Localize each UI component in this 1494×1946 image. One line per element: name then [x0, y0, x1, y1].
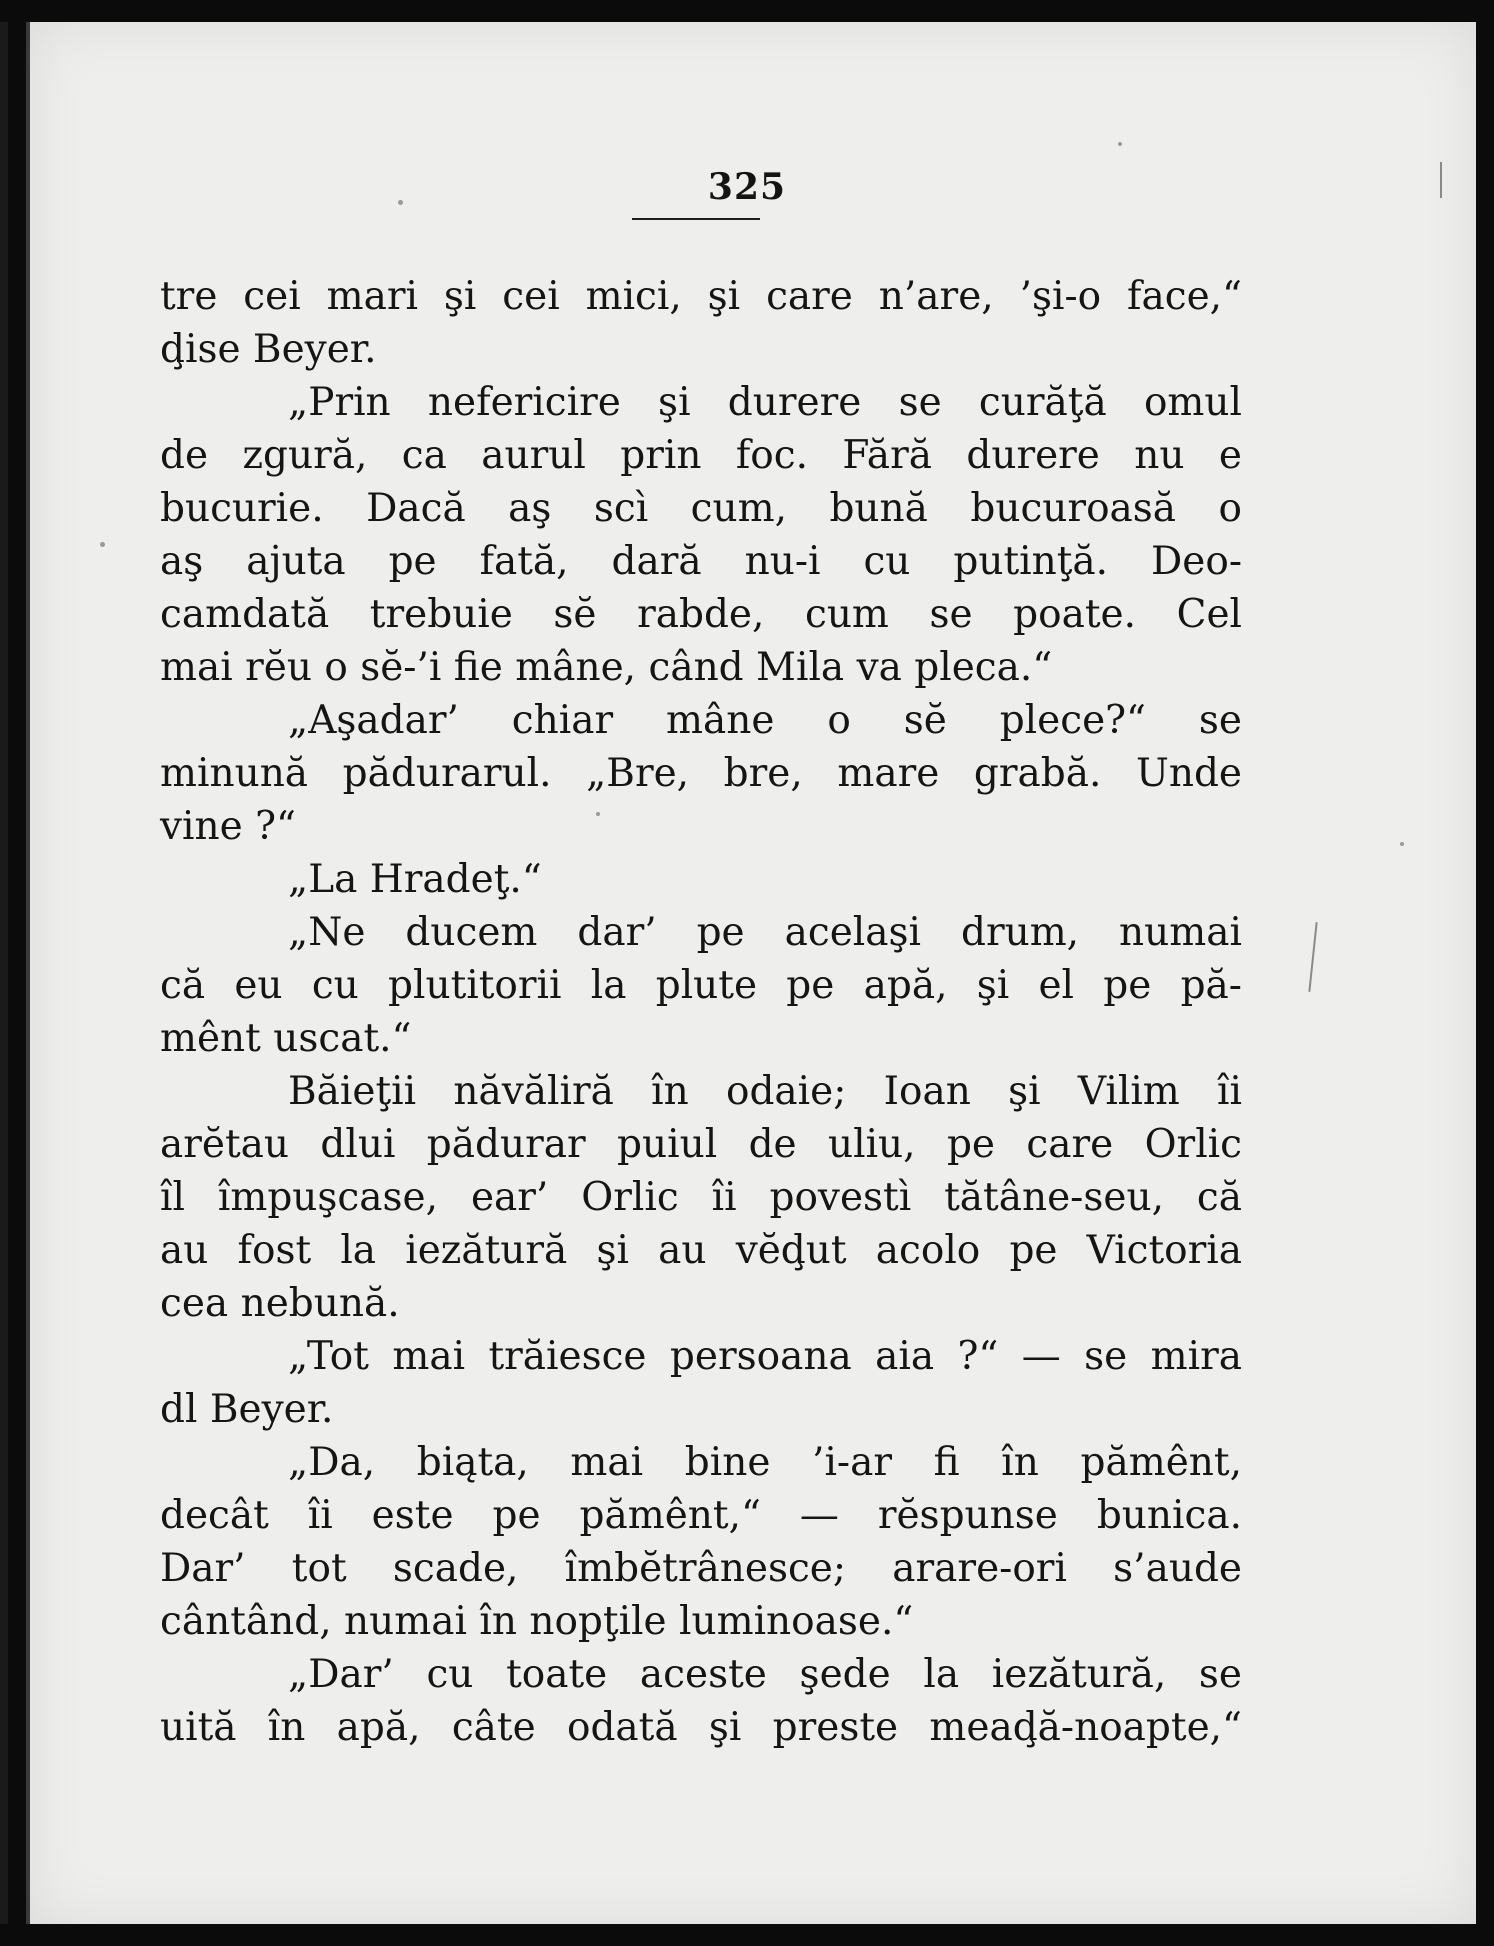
- text-line: „Dar’ cu toate aceste şede la iezătură, se: [288, 1652, 1242, 1697]
- text-line: „Tot mai trăiesce persoana aia ?“ — se mira: [288, 1334, 1242, 1379]
- text-line: uită în apă, câte odată şi preste meaḑă-noapte,“: [160, 1705, 1242, 1750]
- text-line: Băieţii năvăliră în odaie; Ioan şi Vilim îi: [288, 1069, 1242, 1114]
- text-line: au fost la iezătură şi au vĕḑut acolo pe Victoria: [160, 1228, 1242, 1273]
- text-line: că eu cu plutitorii la plute pe apă, şi el pe pă-: [160, 963, 1242, 1008]
- text-line: bucurie. Dacă aş scì cum, bună bucuroasă o: [160, 486, 1242, 531]
- text-line: mênt uscat.“: [160, 1016, 412, 1061]
- text-line: „La Hradeţ.“: [288, 857, 542, 902]
- body-text: [160, 270, 1242, 1754]
- binding-edge: [0, 22, 8, 1924]
- page-number-rule: [632, 218, 760, 220]
- text-line: de zgură, ca aurul prin foc. Fără durere nu e: [160, 433, 1242, 478]
- text-line: Dar’ tot scade, îmbĕtrânesce; arare-ori s’aude: [160, 1546, 1242, 1591]
- text-line: cea nebună.: [160, 1281, 400, 1326]
- text-line: „Da, biąta, mai bine ’i-ar fi în pămênt,: [288, 1440, 1242, 1485]
- text-line: dl Beyer.: [160, 1387, 334, 1432]
- text-line: îl împuşcase, ear’ Orlic îi povestì tătâne-seu, că: [160, 1175, 1242, 1220]
- text-line: minună pădurarul. „Bre, bre, mare grabă. Unde: [160, 751, 1242, 796]
- text-line: „Prin nefericire şi durere se curăţă omul: [288, 380, 1242, 425]
- text-line: tre cei mari şi cei mici, şi care n’are, ’şi-o face,“: [160, 274, 1242, 319]
- text-line: aş ajuta pe fată, dară nu-i cu putinţă. Deo-: [160, 539, 1242, 584]
- text-line: „Aşadar’ chiar mâne o sĕ plece?“ se: [288, 698, 1242, 743]
- text-line: vine ?“: [160, 804, 296, 849]
- paper-speck: [100, 542, 105, 547]
- paper-speck: [1400, 842, 1404, 846]
- page-number: 325: [707, 166, 787, 208]
- text-line: arĕtau dlui pădurar puiul de uliu, pe care Orlic: [160, 1122, 1242, 1167]
- paper-speck: [1118, 142, 1122, 146]
- text-line: camdată trebuie sĕ rabde, cum se poate. Cel: [160, 592, 1242, 637]
- text-line: „Ne ducem dar’ pe acelaşi drum, numai: [288, 910, 1242, 955]
- paper-scratch: [1308, 922, 1317, 992]
- text-line: decât îi este pe pămênt,“ — rĕspunse bunica.: [160, 1493, 1242, 1538]
- text-line: cântând, numai în nopţile luminoase.“: [160, 1599, 914, 1644]
- text-line: mai rĕu o sĕ-’i fie mâne, când Mila va pleca.“: [160, 645, 1053, 690]
- text-line: ḑise Beyer.: [160, 327, 377, 372]
